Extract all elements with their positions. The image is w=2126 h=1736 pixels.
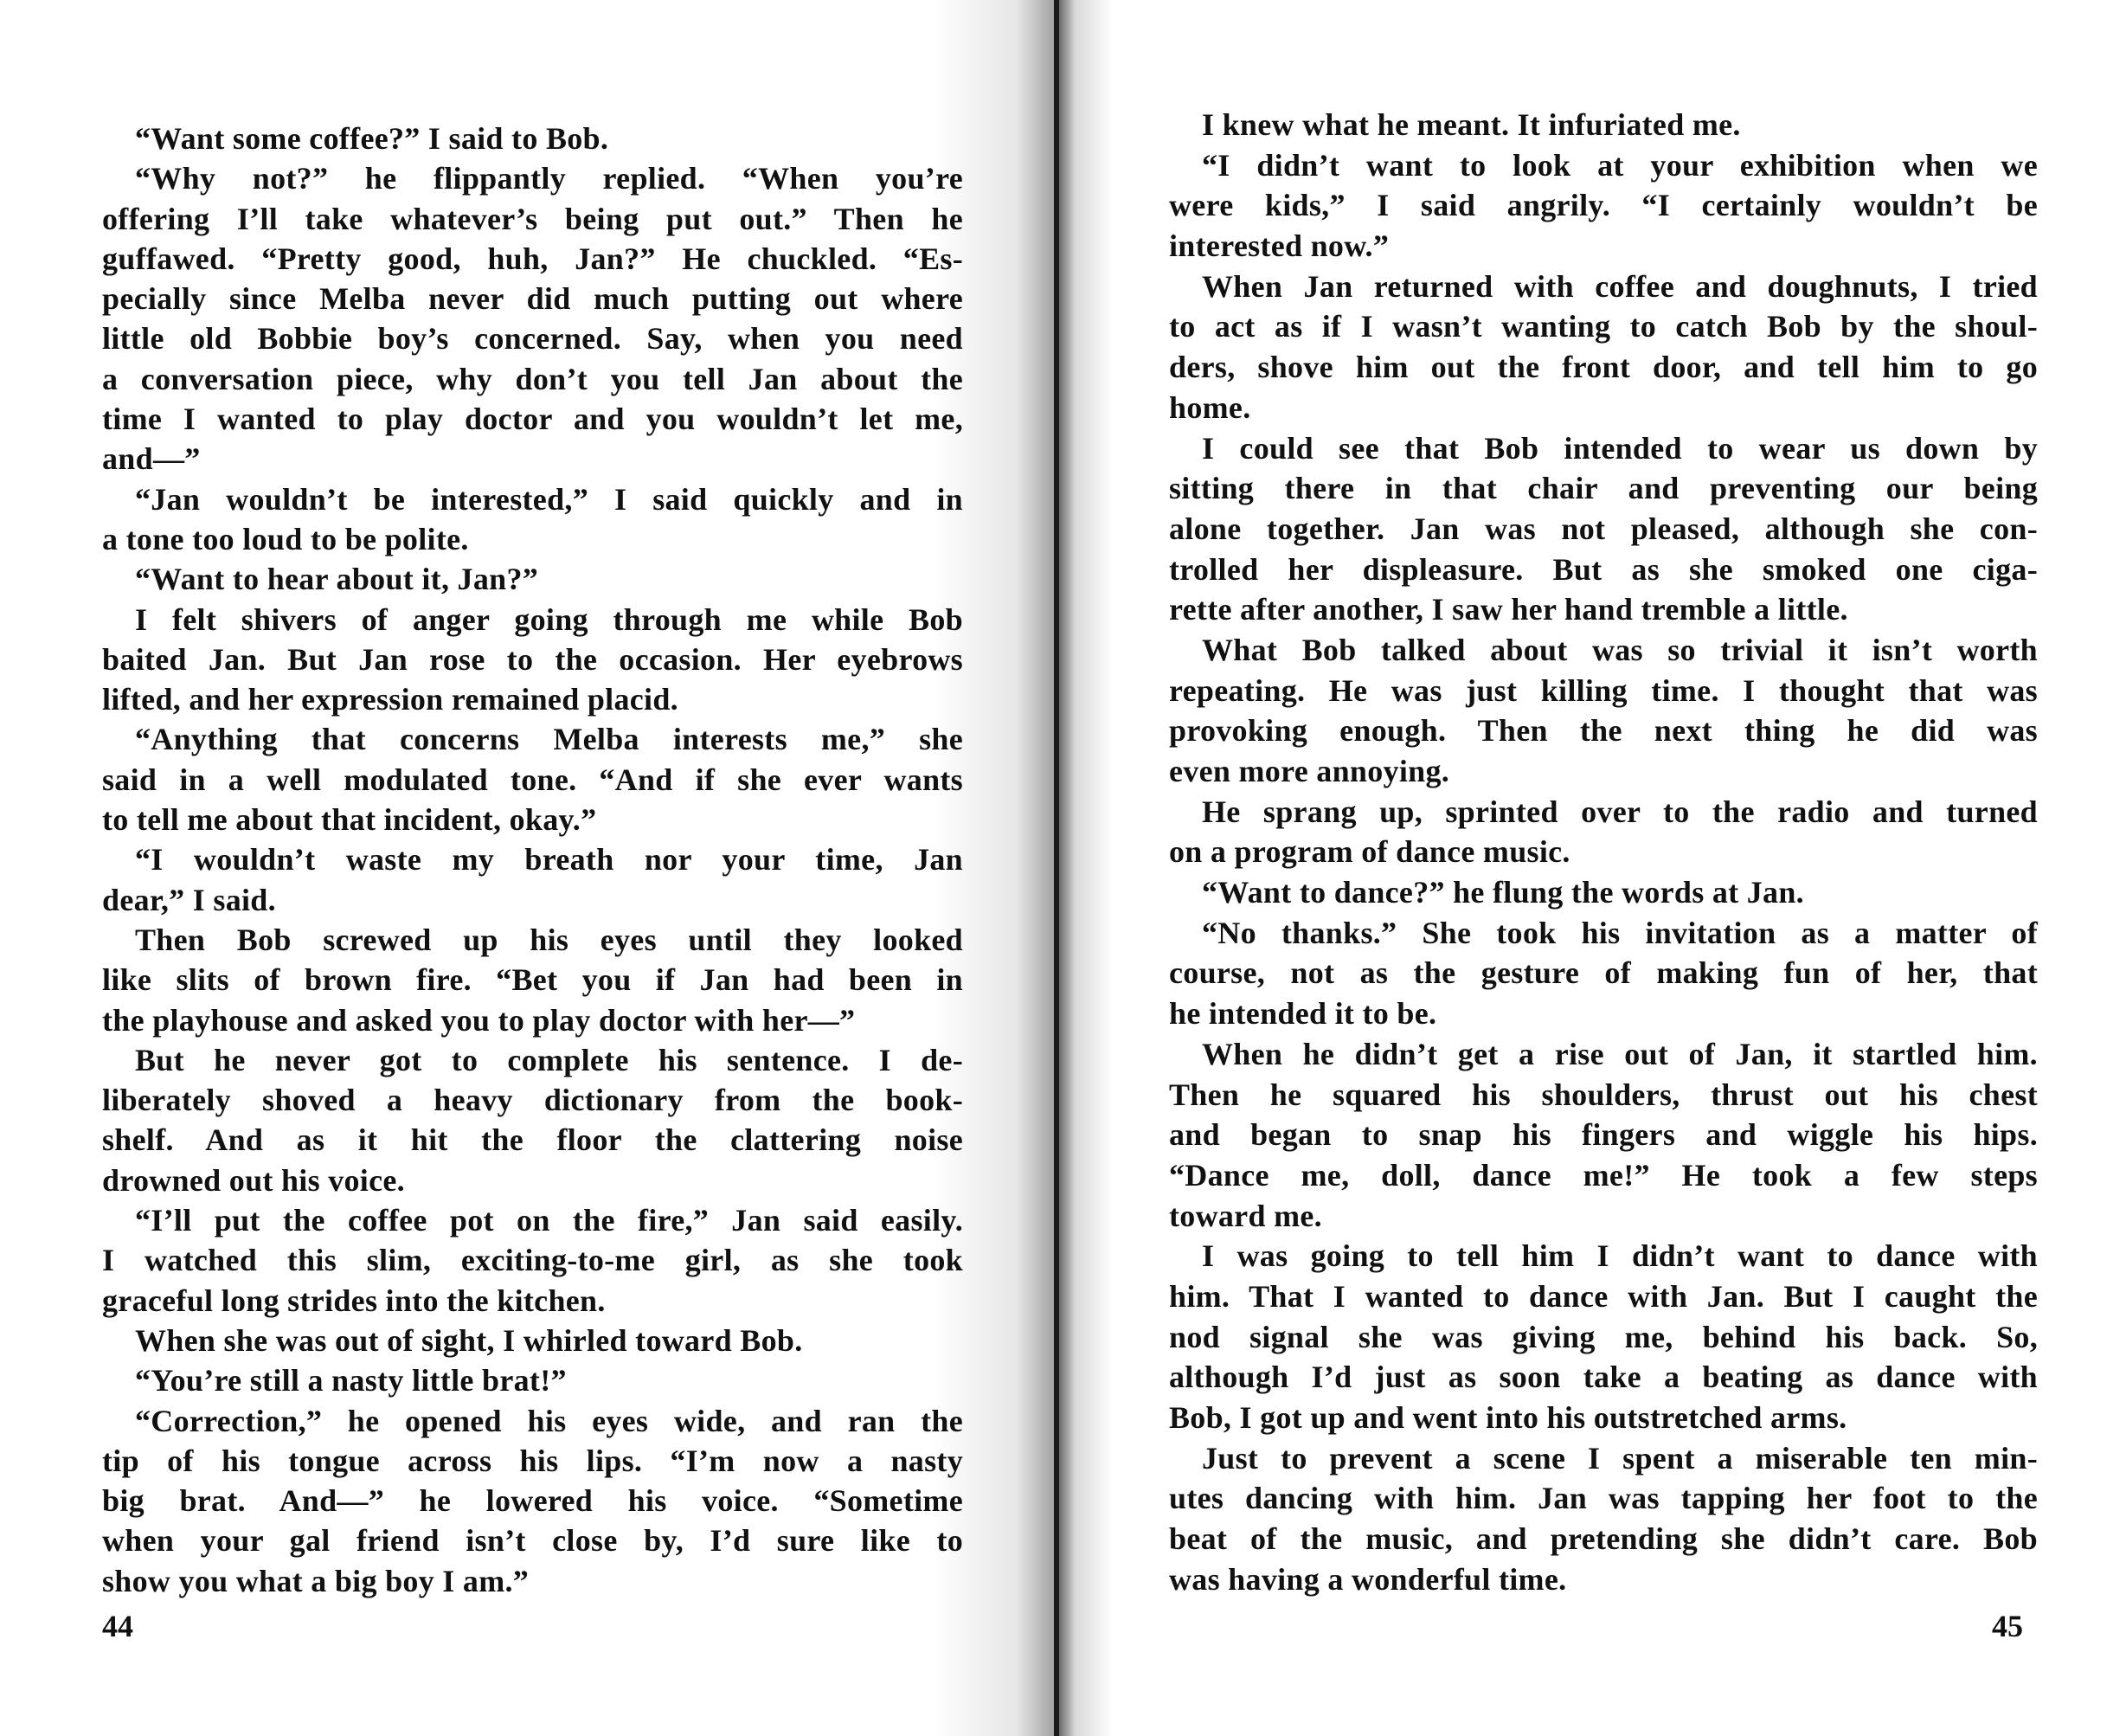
text-line: repeating. He was just killing time. I thought that was: [1169, 672, 2038, 708]
paragraph: [102, 600, 963, 720]
text-line: on a program of dance music.: [1169, 834, 1570, 870]
text-line: “I wouldn’t waste my breath nor your time, Jan: [135, 842, 963, 878]
text-line: Then Bob screwed up his eyes until they looked: [135, 922, 963, 957]
text-line: he intended it to be.: [1169, 996, 1437, 1032]
right-page-text: [1169, 105, 2038, 1599]
text-line: “Want to dance?” he flung the words at Jan.: [1202, 875, 1804, 910]
text-line: home.: [1169, 389, 1251, 425]
paragraph: [102, 1200, 963, 1321]
text-line: rette after another, I saw her hand tremble a little.: [1169, 592, 1848, 627]
text-line: “No thanks.” She took his invitation as a matter of: [1202, 915, 2038, 950]
paragraph: [102, 119, 963, 158]
paragraph: [1169, 428, 2038, 630]
text-line: the playhouse and asked you to play doctor with her—”: [102, 1002, 856, 1038]
text-line: offering I’ll take whatever’s being put out.” Then he: [102, 201, 963, 236]
text-line: I knew what he meant. It infuriated me.: [1202, 107, 1741, 142]
text-line: “Correction,” he opened his eyes wide, and ran the: [135, 1403, 963, 1438]
text-line: sitting there in that chair and preventing our being: [1169, 471, 2038, 506]
paragraph: [102, 158, 963, 479]
text-line: “You’re still a nasty little brat!”: [135, 1363, 567, 1398]
text-line: and—”: [102, 441, 201, 477]
paragraph: [1169, 105, 2038, 145]
text-line: time I wanted to play doctor and you wouldn’t let me,: [102, 402, 963, 437]
text-line: said in a well modulated tone. “And if she ever wants: [102, 762, 963, 797]
paragraph: [1169, 1236, 2038, 1437]
text-line: tip of his tongue across his lips. “I’m now a nasty: [102, 1443, 963, 1478]
paragraph: [102, 839, 963, 920]
text-line: drowned out his voice.: [102, 1162, 405, 1198]
text-line: shelf. And as it hit the floor the clattering noise: [102, 1122, 963, 1158]
text-line: and began to snap his fingers and wiggle his hips.: [1169, 1117, 2038, 1153]
text-line: “Dance me, doll, dance me!” He took a few steps: [1169, 1157, 2038, 1193]
text-line: toward me.: [1169, 1198, 1322, 1233]
paragraph: [102, 479, 963, 560]
paragraph: [102, 1360, 963, 1400]
text-line: pecially since Melba never did much putting out where: [102, 281, 963, 317]
text-line: big brat. And—” he lowered his voice. “Sometime: [102, 1483, 963, 1519]
paragraph: [102, 719, 963, 839]
paragraph: [1169, 792, 2038, 872]
text-line: although I’d just as soon take a beating as dance with: [1169, 1360, 2038, 1395]
paragraph: [102, 1040, 963, 1200]
left-page-text: [102, 119, 963, 1601]
text-line: a conversation piece, why don’t you tell Jan about the: [102, 361, 963, 396]
text-line: Just to prevent a scene I spent a miserable ten min-: [1202, 1440, 2038, 1476]
text-line: alone together. Jan was not pleased, although she con-: [1169, 511, 2038, 546]
text-line: provoking enough. Then the next thing he did was: [1169, 713, 2038, 749]
paragraph: [102, 920, 963, 1040]
text-line: like slits of brown fire. “Bet you if Jan had been in: [102, 962, 963, 998]
text-line: He sprang up, sprinted over to the radio and turned: [1202, 794, 2038, 829]
text-line: course, not as the gesture of making fun of her, that: [1169, 955, 2038, 991]
left-page: [0, 0, 1059, 1736]
text-line: I watched this slim, exciting-to-me girl, as she took: [102, 1243, 963, 1278]
text-line: When he didn’t get a rise out of Jan, it startled him.: [1202, 1036, 2038, 1071]
text-line: a tone too loud to be polite.: [102, 521, 469, 556]
paragraph: [1169, 267, 2038, 428]
text-line: ders, shove him out the front door, and tell him to go: [1169, 350, 2038, 385]
text-line: I was going to tell him I didn’t want to dance with: [1202, 1238, 2038, 1274]
text-line: When Jan returned with coffee and doughnuts, I tried: [1202, 268, 2038, 304]
page-number-right: 45: [1992, 1609, 2023, 1643]
paragraph: [1169, 1034, 2038, 1236]
text-line: Then he squared his shoulders, thrust out his chest: [1169, 1077, 2038, 1112]
paragraph: [102, 1321, 963, 1360]
text-line: interested now.”: [1169, 228, 1390, 264]
text-line: dear,” I said.: [102, 882, 276, 917]
text-line: to act as if I wasn’t wanting to catch Bob by the shoul-: [1169, 309, 2038, 344]
text-line: “Want some coffee?” I said to Bob.: [135, 121, 609, 156]
text-line: lifted, and her expression remained placid.: [102, 682, 678, 717]
text-line: was having a wonderful time.: [1169, 1561, 1567, 1597]
text-line: show you what a big boy I am.”: [102, 1563, 530, 1598]
text-line: “I’ll put the coffee pot on the fire,” Jan said easily.: [135, 1203, 963, 1238]
text-line: beat of the music, and pretending she didn’t care. Bob: [1169, 1521, 2038, 1557]
text-line: him. That I wanted to dance with Jan. But I caught the: [1169, 1278, 2038, 1314]
text-line: utes dancing with him. Jan was tapping her foot to the: [1169, 1481, 2038, 1516]
text-line: graceful long strides into the kitchen.: [102, 1283, 606, 1318]
text-line: when your gal friend isn’t close by, I’d sure like to: [102, 1523, 963, 1559]
text-line: “Want to hear about it, Jan?”: [135, 562, 539, 597]
text-line: When she was out of sight, I whirled toward Bob.: [135, 1322, 803, 1358]
text-line: “Jan wouldn’t be interested,” I said quickly and in: [135, 481, 963, 517]
text-line: nod signal she was giving me, behind his back. So,: [1169, 1319, 2038, 1354]
text-line: little old Bobbie boy’s concerned. Say, when you need: [102, 321, 963, 357]
text-line: What Bob talked about was so trivial it isn’t worth: [1202, 632, 2038, 667]
paragraph: [1169, 1438, 2038, 1600]
paragraph: [102, 559, 963, 599]
paragraph: [1169, 630, 2038, 792]
text-line: “I didn’t want to look at your exhibition when we: [1202, 147, 2038, 183]
paragraph: [1169, 145, 2038, 267]
text-line: But he never got to complete his sentence. I de-: [135, 1042, 963, 1077]
text-line: I could see that Bob intended to wear us down by: [1202, 430, 2038, 466]
paragraph: [1169, 872, 2038, 913]
text-line: were kids,” I said angrily. “I certainly wouldn’t be: [1169, 188, 2038, 223]
text-line: even more annoying.: [1169, 754, 1450, 788]
text-line: to tell me about that incident, okay.”: [102, 802, 597, 838]
paragraph: [1169, 913, 2038, 1034]
page-number-left: 44: [102, 1609, 133, 1643]
right-page: [1059, 0, 2126, 1736]
text-line: trolled her displeasure. But as she smoked one ciga-: [1169, 551, 2038, 587]
text-line: baited Jan. But Jan rose to the occasion. Her eyebrows: [102, 641, 963, 677]
text-line: “Why not?” he flippantly replied. “When you’re: [135, 161, 963, 196]
text-line: I felt shivers of anger going through me while Bob: [135, 601, 963, 637]
text-line: guffawed. “Pretty good, huh, Jan?” He chuckled. “Es-: [102, 241, 963, 276]
paragraph: [102, 1401, 963, 1601]
text-line: Bob, I got up and went into his outstretched arms.: [1169, 1400, 1847, 1435]
text-line: liberately shoved a heavy dictionary from the book-: [102, 1083, 963, 1118]
text-line: “Anything that concerns Melba interests me,” she: [135, 722, 963, 757]
